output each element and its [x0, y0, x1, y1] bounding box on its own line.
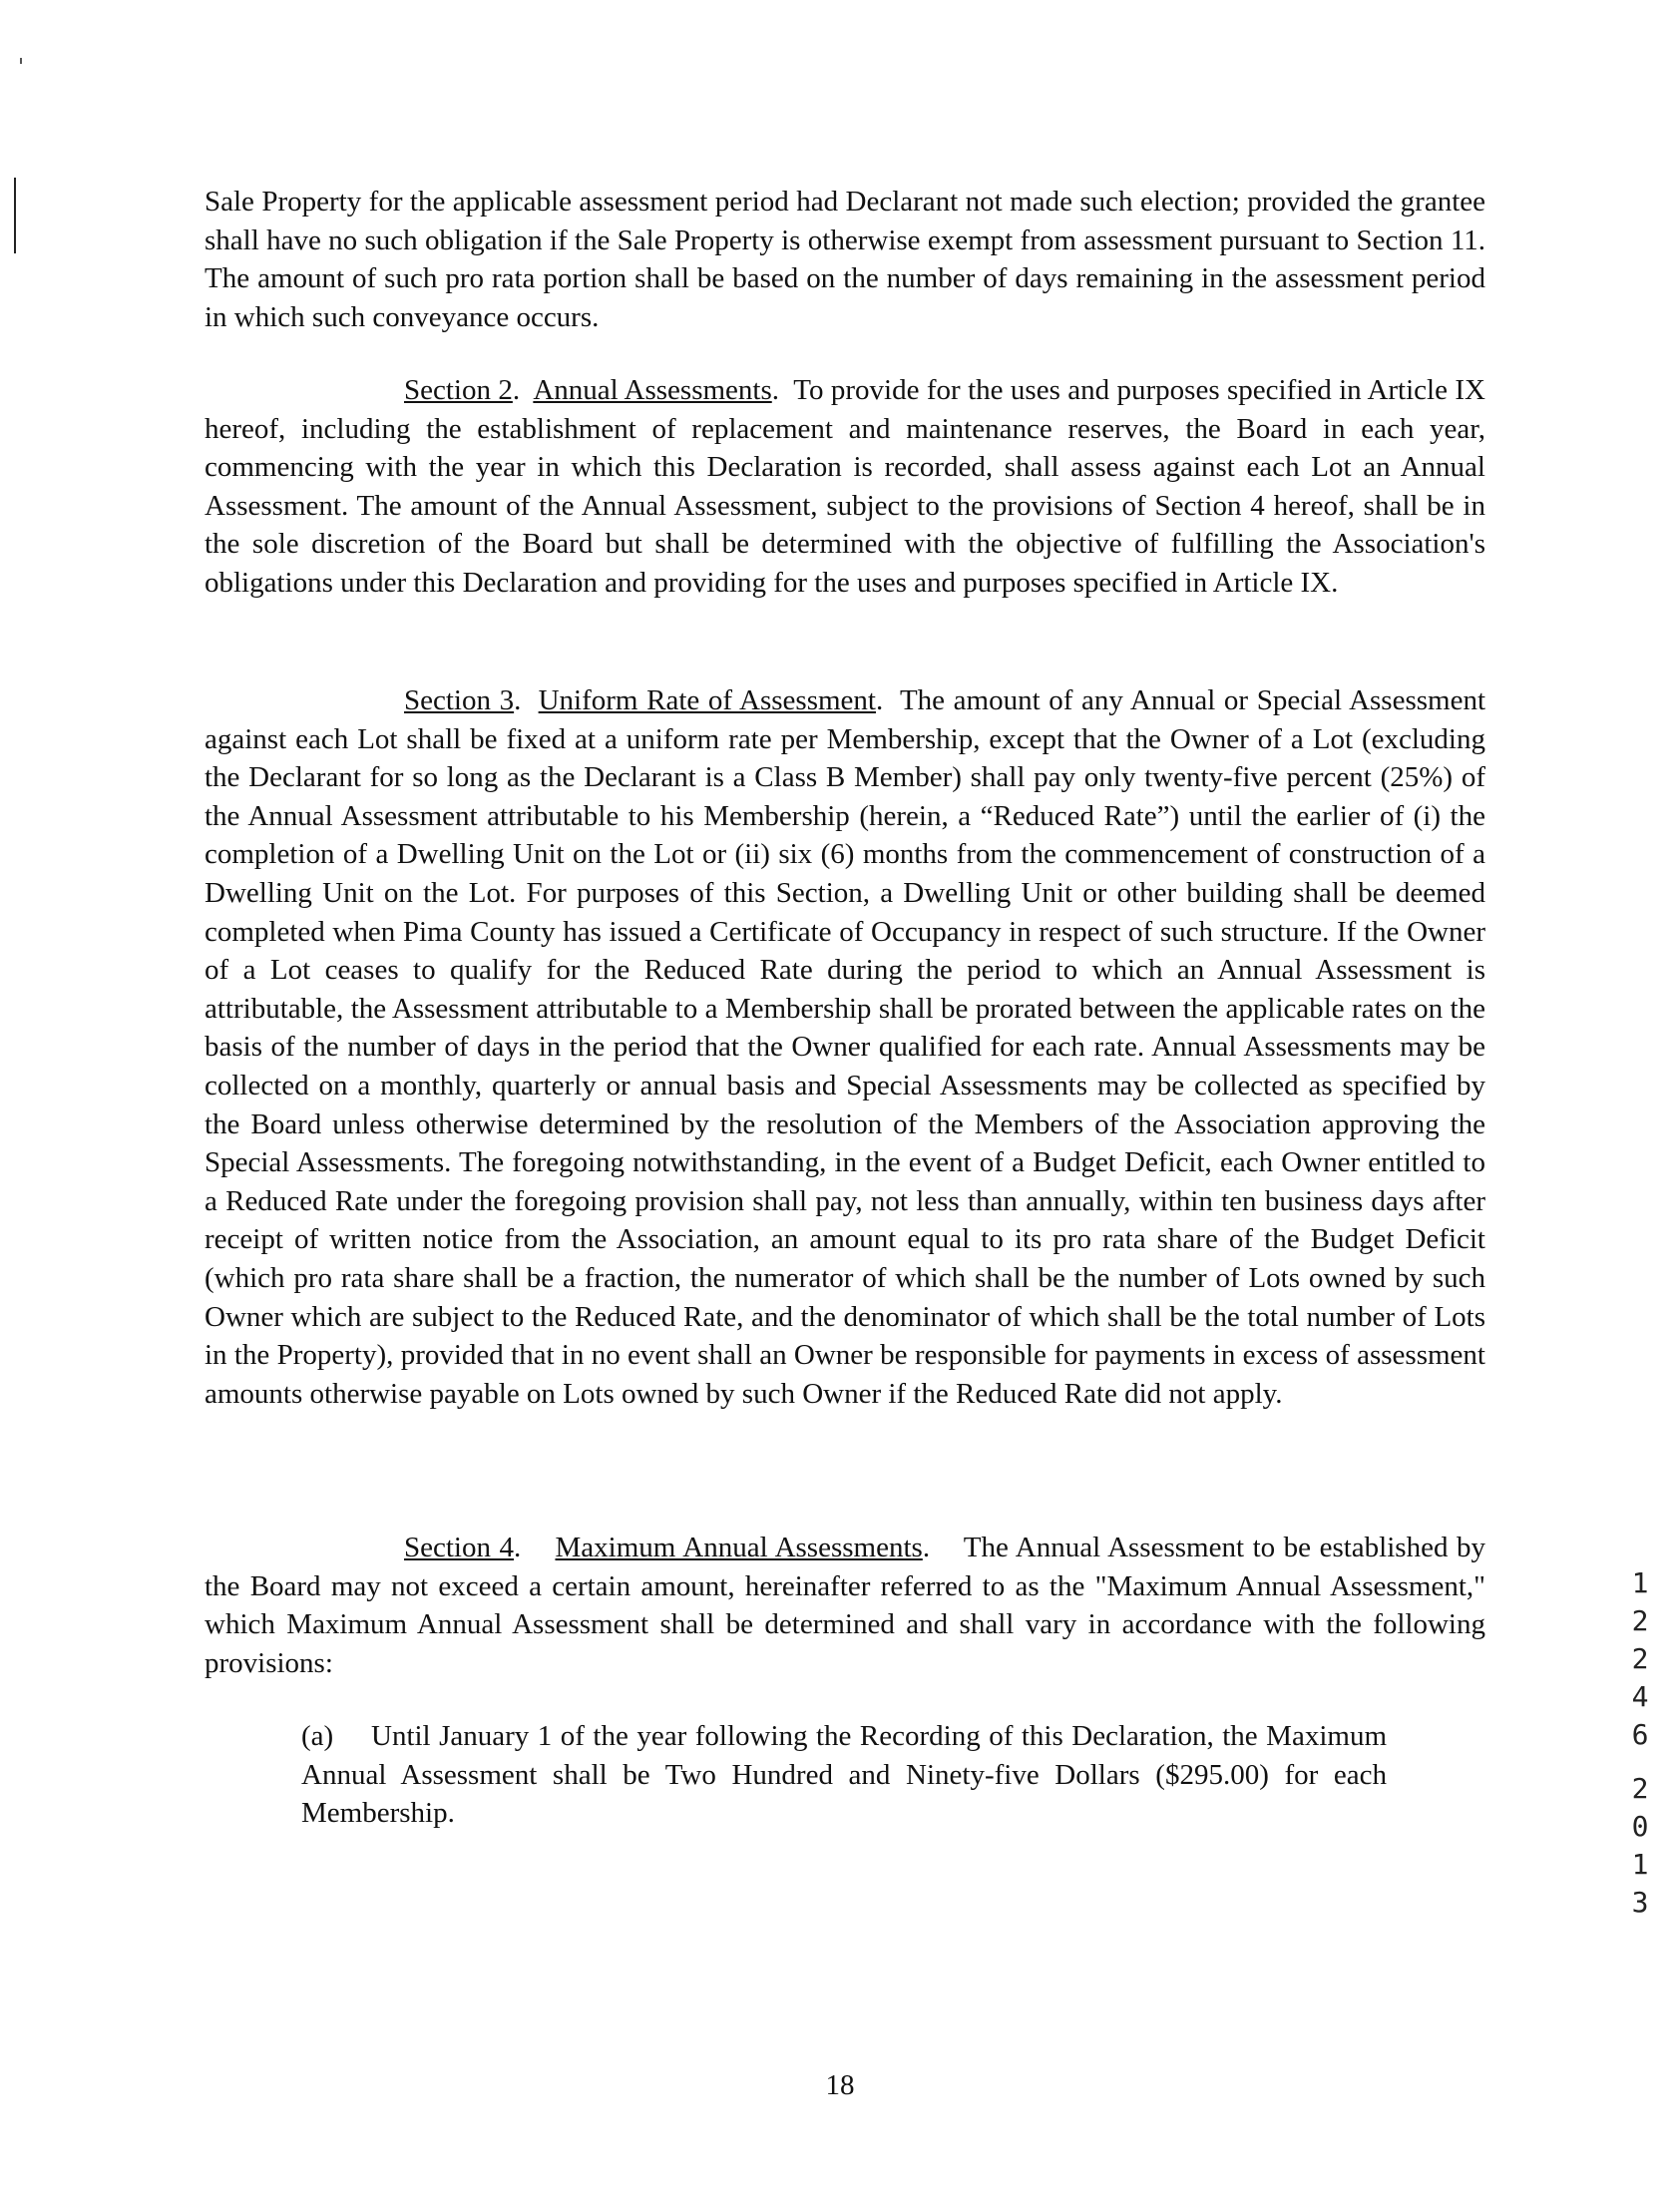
margin-digit: 0	[1631, 1810, 1649, 1843]
paragraph-continuation: Sale Property for the applicable assessment period had Declarant not made such election; provided the grantee shall have no such obligation if the Sale Property is otherwise exempt from assessment pursuant to Section 11. The amount of such pro rata portion shall be based on the number of days remaining in the assessment period in which such conveyance occurs.	[205, 186, 1485, 333]
margin-digit: 3	[1631, 1886, 1649, 1919]
section-2-text: To provide for the uses and purposes specified in Article IX hereof, including the establishment of replacement and maintenance reserves, the Board in each year, commencing with the year in which this Declaration is recorded, shall assess against each Lot an Annual Assessment. The amount of the Annual Assessment, subject to the provisions of Section 4 hereof, shall be in the sole discretion of the Board but shall be determined with the objective of fulfilling the Association's obligations under this Declaration and providing for the uses and purposes specified in Article IX.	[205, 374, 1485, 599]
margin-digit: 2	[1631, 1642, 1649, 1675]
section-4-paragraph: Section 4. Maximum Annual Assessments. The Annual Assessment to be established by the Board may not exceed a certain amount, hereinafter referred to as the "Maximum Annual Assessment," which Maximum Annual Assessment shall be determined and shall vary in accordance with the following provisions:	[205, 1532, 1485, 1679]
section-4-number: Section 4	[404, 1532, 515, 1563]
section-4-text: The Annual Assessment to be established by the Board may not exceed a certain amount, hereinafter referred to as the "Maximum Annual Assessment," which Maximum Annual Assessment shall be determined and shall vary in accordance with the following provisions:	[205, 1532, 1485, 1679]
section-4-title: Maximum Annual Assessments	[555, 1532, 923, 1563]
subsection-a-paragraph	[301, 1717, 1387, 1833]
margin-digit: 2	[1631, 1604, 1649, 1637]
section-3-text: The amount of any Annual or Special Assessment against each Lot shall be fixed at a uniform rate per Membership, except that the Owner of a Lot (excluding the Declarant for so long as the Declarant is a Class B Member) shall pay only twenty-five percent (25%) of the Annual Assessment attributable to his Membership (herein, a “Reduced Rate”) until the earlier of (i) the completion of a Dwelling Unit on the Lot or (ii) six (6) months from the commencement of construction of a Dwelling Unit on the Lot. For purposes of this Section, a Dwelling Unit or other building shall be deemed completed when Pima County has issued a Certificate of Occupancy in respect of such structure. If the Owner of a Lot ceases to qualify for the Reduced Rate during the period to which an Annual Assessment is attributable, the Assessment attributable to a Membership shall be prorated between the applicable rates on the basis of the number of days in the period that the Owner qualified for each rate. Annual Assessments may be collected on a monthly, quarterly or annual basis and Special Assessments may be collected as specified by the Board unless otherwise determined by the resolution of the Members of the Association approving the Special Assessments. The foregoing notwithstanding, in the event of a Budget Deficit, each Owner entitled to a Reduced Rate under the foregoing provision shall pay, not less than annually, within ten business days after receipt of written notice from the Association, an amount equal to its pro rata share of the Budget Deficit (which pro rata share shall be a fraction, the numerator of which shall be the number of Lots owned by such Owner which are subject to the Reduced Rate, and the denominator of which shall be the total number of Lots in the Property), provided that in no event shall an Owner be responsible for payments in excess of assessment amounts otherwise payable on Lots owned by such Owner if the Reduced Rate did not apply.	[205, 684, 1486, 1410]
margin-digit: 1	[1631, 1566, 1649, 1599]
margin-recording-number-group-2	[1628, 1770, 1652, 1922]
subsection-a-text: Until January 1 of the year following the Recording of this Declaration, the Maximum Annual Assessment shall be Two Hundred and Ninety-five Dollars ($295.00) for each Membership.	[301, 1720, 1387, 1830]
margin-digit: 1	[1631, 1848, 1649, 1881]
section-2-title: Annual Assessments	[533, 374, 772, 406]
margin-digit: 6	[1631, 1718, 1649, 1751]
subsection-a-label: (a)	[301, 1720, 334, 1752]
section-2-number: Section 2	[404, 374, 513, 406]
section-3-number: Section 3	[404, 684, 515, 716]
section-3-title: Uniform Rate of Assessment	[538, 684, 876, 716]
section-2-paragraph: Section 2. Annual Assessments. To provide for the uses and purposes specified in Article IX hereof, including the establishment of replacement and maintenance reserves, the Board in each year, commencing with the year in which this Declaration is recorded, shall assess against each Lot an Annual Assessment. The amount of the Annual Assessment, subject to the provisions of Section 4 hereof, shall be in the sole discretion of the Board but shall be determined with the objective of fulfilling the Association's obligations under this Declaration and providing for the uses and purposes specified in Article IX.	[205, 374, 1485, 599]
margin-recording-number-group-1	[1628, 1564, 1652, 1754]
margin-digit: 4	[1631, 1680, 1649, 1713]
revision-bar	[14, 178, 16, 253]
section-3-paragraph: Section 3. Uniform Rate of Assessment. The amount of any Annual or Special Assessment against each Lot shall be fixed at a uniform rate per Membership, except that the Owner of a Lot (excluding the Declarant for so long as the Declarant is a Class B Member) shall pay only twenty-five percent (25%) of the Annual Assessment attributable to his Membership (herein, a “Reduced Rate”) until the earlier of (i) the completion of a Dwelling Unit on the Lot or (ii) six (6) months from the commencement of construction of a Dwelling Unit on the Lot. For purposes of this Section, a Dwelling Unit or other building shall be deemed completed when Pima County has issued a Certificate of Occupancy in respect of such structure. If the Owner of a Lot ceases to qualify for the Reduced Rate during the period to which an Annual Assessment is attributable, the Assessment attributable to a Membership shall be prorated between the applicable rates on the basis of the number of days in the period that the Owner qualified for each rate. Annual Assessments may be collected on a monthly, quarterly or annual basis and Special Assessments may be collected as specified by the Board unless otherwise determined by the resolution of the Members of the Association approving the Special Assessments. The foregoing notwithstanding, in the event of a Budget Deficit, each Owner entitled to a Reduced Rate under the foregoing provision shall pay, not less than annually, within ten business days after receipt of written notice from the Association, an amount equal to its pro rata share of the Budget Deficit (which pro rata share shall be a fraction, the numerator of which shall be the number of Lots owned by such Owner which are subject to the Reduced Rate, and the denominator of which shall be the total number of Lots in the Property), provided that in no event shall an Owner be responsible for payments in excess of assessment amounts otherwise payable on Lots owned by such Owner if the Reduced Rate did not apply.	[205, 684, 1486, 1410]
page-number: 18	[825, 2069, 855, 2101]
margin-digit: 2	[1631, 1772, 1649, 1805]
scan-speck	[20, 58, 22, 64]
